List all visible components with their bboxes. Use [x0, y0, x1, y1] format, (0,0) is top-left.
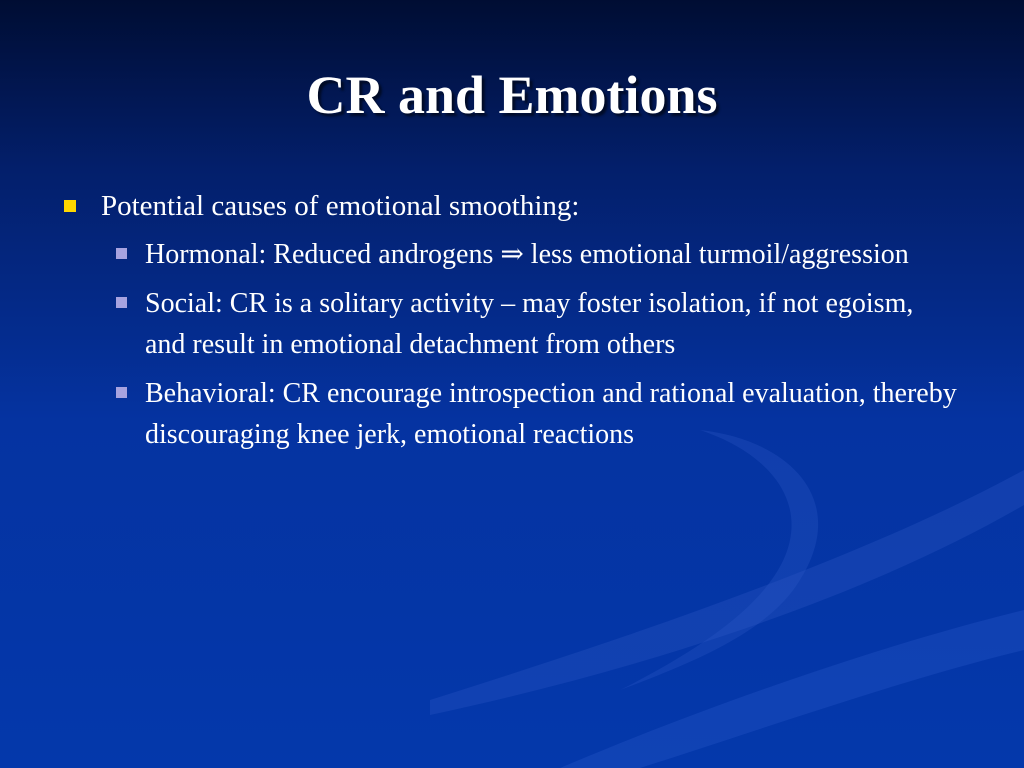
- lavender-square-bullet-icon: [116, 297, 127, 308]
- sub-bullet-hormonal: [105, 234, 960, 275]
- sub-bullet-behavioral: [105, 373, 960, 455]
- sub-bullet-text: Hormonal: Reduced androgens ⇒ less emotional turmoil/aggression: [145, 239, 909, 270]
- yellow-square-bullet-icon: [64, 200, 76, 212]
- lavender-square-bullet-icon: [116, 387, 127, 398]
- sub-bullet-social: [105, 283, 960, 365]
- slide-body: [60, 186, 960, 463]
- bullet-level1: [60, 186, 960, 226]
- sub-bullet-text: Social: CR is a solitary activity – may foster isolation, if not egoism, and result in emotional detachment from others: [145, 288, 914, 360]
- bullet-text: Potential causes of emotional smoothing:: [101, 190, 580, 222]
- sub-bullet-text: Behavioral: CR encourage introspection and rational evaluation, thereby discouraging knee jerk, emotional reactions: [145, 378, 957, 450]
- slide-title: CR and Emotions: [306, 65, 718, 125]
- lavender-square-bullet-icon: [116, 248, 127, 259]
